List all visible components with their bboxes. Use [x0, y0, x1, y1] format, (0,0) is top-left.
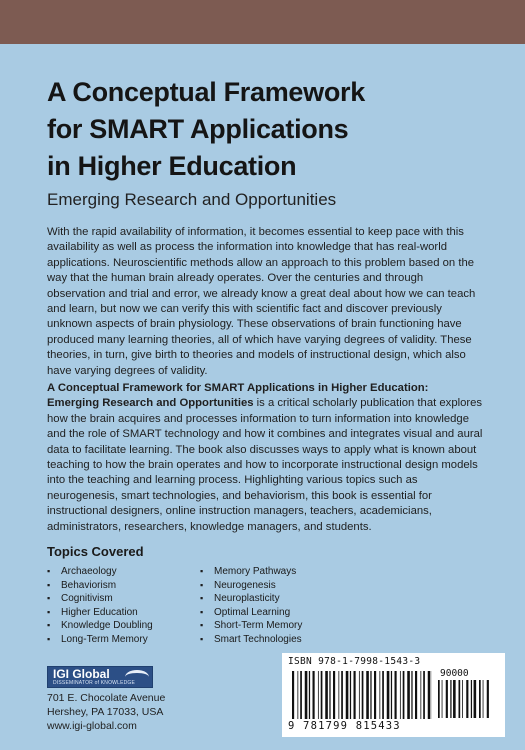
topic-item: ▪ Short-Term Memory	[200, 619, 302, 633]
topic-item: ▪ Memory Pathways	[200, 565, 302, 579]
barcode-bar	[309, 671, 310, 719]
topics-list-column-2	[200, 565, 302, 647]
barcode-bar	[453, 680, 456, 718]
barcode-bar	[329, 671, 330, 719]
barcode-bar	[483, 680, 484, 718]
barcode-bar	[359, 671, 360, 719]
barcode-bar	[341, 671, 343, 719]
price-code: 90000	[440, 668, 469, 679]
topic-item: ▪ Smart Technologies	[200, 633, 302, 647]
barcode-bar	[321, 671, 323, 719]
barcode-bar	[374, 671, 376, 719]
barcode-bar	[346, 671, 349, 719]
barcode-bar	[305, 671, 308, 719]
barcode-bar	[474, 680, 477, 718]
top-color-bar	[0, 0, 525, 44]
barcode-bar	[400, 671, 401, 719]
address-line: 701 E. Chocolate Avenue	[47, 692, 166, 704]
barcode-bar	[362, 671, 364, 719]
igi-global-logo	[47, 666, 153, 688]
topic-item: ▪ Archaeology	[47, 565, 153, 579]
topic-item: ▪ Optimal Learning	[200, 606, 302, 620]
barcode-bar	[459, 680, 461, 718]
open-book-icon	[125, 670, 149, 684]
barcode-bar	[423, 671, 425, 719]
barcode-bar	[379, 671, 380, 719]
barcode-bar	[428, 671, 431, 719]
book-title	[47, 74, 487, 185]
barcode-bar	[471, 680, 472, 718]
barcode-bar	[479, 680, 481, 718]
address-line: Hershey, PA 17033, USA	[47, 705, 164, 718]
description-paragraph-2-text: is a critical scholarly publication that explores how the brain acquires and processes information to turn information into knowledge and the role of SMART technology and how it combines and integrates visual and aural data to facilitate learning. The book also discusses ways to apply what is known about teaching to how the brain operates and how to incorporate instructional design models into the teaching and learning process. Highlighting various topics such as neurogenesis, smart technologies, and behaviorism, this book is essential for instructional designers, online instruction managers, teachers, academicians, administrators, researchers, knowledge managers, and students.	[47, 397, 483, 533]
barcode-bar	[297, 671, 298, 719]
barcode-bar	[354, 671, 356, 719]
publisher-address	[47, 692, 165, 733]
isbn-text: ISBN 978-1-7998-1543-3	[288, 656, 421, 667]
topic-item: ▪ Neuroplasticity	[200, 592, 302, 606]
barcode-bar	[403, 671, 405, 719]
ean-number: 9 781799 815433	[288, 720, 401, 732]
barcode-bar	[487, 680, 489, 718]
barcode-bar	[318, 671, 319, 719]
title-line-3: in Higher Education	[47, 151, 297, 181]
barcode-bar	[382, 671, 384, 719]
barcode-bar	[446, 680, 448, 718]
barcode-bar	[350, 671, 351, 719]
barcode-bar	[387, 671, 390, 719]
book-subtitle: Emerging Research and Opportunities	[47, 190, 337, 209]
description-book-title-bold: A Conceptual Framework for SMART Applications in Higher Education: Emerging Research and Opportunities	[47, 382, 429, 410]
barcode-bar	[292, 671, 294, 719]
barcode-bar	[407, 671, 410, 719]
topic-item: ▪ Cognitivism	[47, 592, 153, 606]
barcode-bar	[466, 680, 468, 718]
barcode-bar	[411, 671, 412, 719]
topic-item: ▪ Higher Education	[47, 606, 153, 620]
barcode-bar	[442, 680, 443, 718]
topic-item: ▪ Behaviorism	[47, 579, 153, 593]
barcode-bar	[420, 671, 421, 719]
barcode-bar	[370, 671, 371, 719]
barcode-bar	[338, 671, 339, 719]
topic-item: ▪ Long-Term Memory	[47, 633, 153, 647]
topic-item: ▪ Neurogenesis	[200, 579, 302, 593]
title-line-2: for SMART Applications	[47, 114, 349, 144]
topics-heading: Topics Covered	[47, 544, 144, 559]
barcode-bar	[313, 671, 315, 719]
title-line-1: A Conceptual Framework	[47, 77, 365, 107]
logo-tagline: DISSEMINATOR of KNOWLEDGE	[53, 680, 136, 686]
barcode-bar	[300, 671, 302, 719]
barcode-bar	[450, 680, 451, 718]
barcode-bar	[391, 671, 392, 719]
description-paragraph-1: With the rapid availability of information, it becomes essential to keep pace with this availability as well as process the information into knowledge that has real-world applications. Neuroscientific methods allow an approach to this problem based on the way that the human brain already operates. Over the centuries and through observation and trial and error, we already know a great deal about how we can teach and learn, but now we can verify this with scientific fact and discover previously unknown aspects of brain physiology. These observations of brain functioning have produced many learning theories, all of which have varying degrees of validity. These theories, in turn, give birth to theories and models of instructional design, which also have varying degrees of validity.	[47, 226, 476, 377]
barcode-bar	[462, 680, 463, 718]
barcode-bar	[395, 671, 397, 719]
description-paragraph-2	[47, 381, 483, 535]
barcode-box	[282, 653, 505, 737]
publisher-website: www.igi-global.com	[47, 719, 137, 732]
barcode-bar	[366, 671, 369, 719]
barcode-bar	[438, 680, 440, 718]
topic-item: ▪ Knowledge Doubling	[47, 619, 153, 633]
price-barcode	[438, 680, 490, 718]
logo-name: IGI Global	[53, 667, 110, 681]
barcode-bar	[325, 671, 328, 719]
barcode-bar	[333, 671, 335, 719]
barcode-bar	[415, 671, 417, 719]
topics-list-column-1	[47, 565, 153, 647]
ean-barcode	[292, 671, 432, 719]
